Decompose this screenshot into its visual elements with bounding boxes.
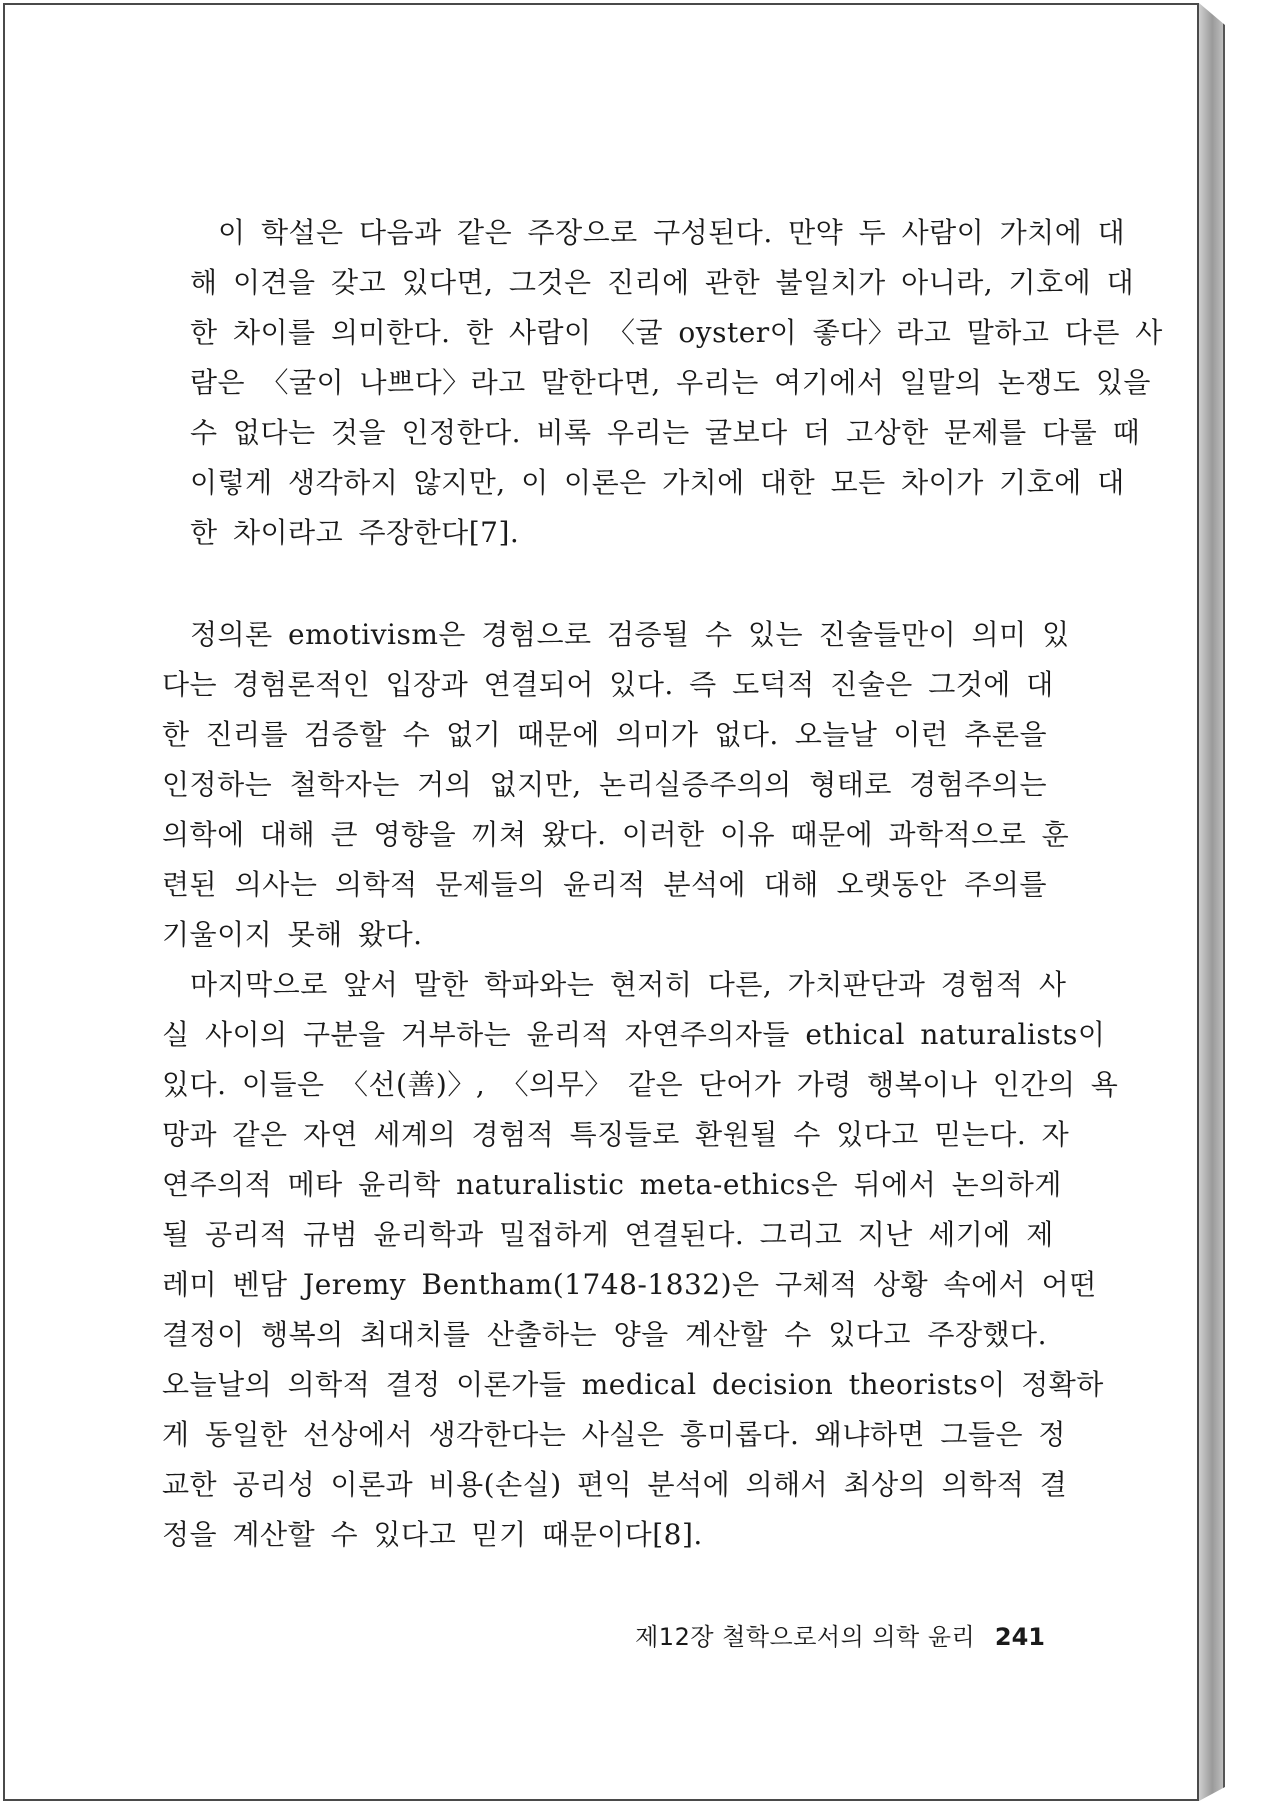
paragraph-line: 연주의적 메타 윤리학 naturalistic meta-ethics은 뒤에서 논의하게: [162, 1168, 1062, 1201]
paragraph-emotivism: [162, 610, 1070, 960]
paragraph-line: 망과 같은 자연 세계의 경험적 특징들로 환원될 수 있다고 믿는다. 자: [162, 1118, 1070, 1151]
page-edge-shadow: [1199, 3, 1225, 1801]
paragraph-line: 한 진리를 검증할 수 없기 때문에 의미가 없다. 오늘날 이런 추론을: [162, 718, 1047, 751]
paragraph-line: 정을 계산할 수 있다고 믿기 때문이다[8].: [162, 1518, 703, 1551]
quote-line: 한 차이를 의미한다. 한 사람이 〈굴 oyster이 좋다〉라고 말하고 다른 사: [190, 316, 1163, 349]
paragraph-line: 결정이 행복의 최대치를 산출하는 양을 계산할 수 있다고 주장했다.: [162, 1318, 1047, 1351]
paragraph-line: 실 사이의 구분을 거부하는 윤리적 자연주의자들 ethical naturalists이: [162, 1018, 1106, 1051]
quote-line: 한 차이라고 주장한다[7].: [190, 516, 520, 549]
block-quote: [190, 208, 1163, 558]
paragraph-line: 인정하는 철학자는 거의 없지만, 논리실증주의의 형태로 경험주의는: [162, 768, 1047, 801]
paragraph-line: 정의론 emotivism은 경험으로 검증될 수 있는 진술들만이 의미 있: [190, 618, 1070, 651]
paragraph-line: 기울이지 못해 왔다.: [162, 918, 423, 951]
paragraph-line: 오늘날의 의학적 결정 이론가들 medical decision theorists이 정확하: [162, 1368, 1104, 1401]
paragraph-line: 있다. 이들은 〈선(善)〉, 〈의무〉 같은 단어가 가령 행복이나 인간의 욕: [162, 1068, 1119, 1101]
paragraph-line: 의학에 대해 큰 영향을 끼쳐 왔다. 이러한 이유 때문에 과학적으로 훈: [162, 818, 1070, 851]
quote-line: 수 없다는 것을 인정한다. 비록 우리는 굴보다 더 고상한 문제를 다룰 때: [190, 416, 1141, 449]
page-number: 241: [994, 1623, 1045, 1651]
paragraph-line: 련된 의사는 의학적 문제들의 윤리적 분석에 대해 오랫동안 주의를: [162, 868, 1047, 901]
paragraph-line: 게 동일한 선상에서 생각한다는 사실은 흥미롭다. 왜냐하면 그들은 정: [162, 1418, 1066, 1451]
chapter-title: 제12장 철학으로서의 의학 윤리: [635, 1623, 976, 1651]
paragraph-naturalism: [162, 960, 1119, 1560]
quote-line: 람은 〈굴이 나쁘다〉라고 말한다면, 우리는 여기에서 일말의 논쟁도 있을: [190, 366, 1151, 399]
body-text: [162, 610, 1119, 1560]
quote-line: 해 이견을 갖고 있다면, 그것은 진리에 관한 불일치가 아니라, 기호에 대: [190, 266, 1135, 299]
paragraph-line: 레미 벤담 Jeremy Bentham(1748-1832)은 구체적 상황 속에서 어떤: [162, 1268, 1097, 1301]
paragraph-line: 다는 경험론적인 입장과 연결되어 있다. 즉 도덕적 진술은 그것에 대: [162, 668, 1054, 701]
quote-line: 이 학설은 다음과 같은 주장으로 구성된다. 만약 두 사람이 가치에 대: [218, 216, 1126, 249]
paragraph-line: 교한 공리성 이론과 비용(손실) 편익 분석에 의해서 최상의 의학적 결: [162, 1468, 1068, 1501]
paragraph-line: 될 공리적 규범 윤리학과 밀접하게 연결된다. 그리고 지난 세기에 제: [162, 1218, 1054, 1251]
page-footer: [635, 1617, 1045, 1652]
paragraph-line: 마지막으로 앞서 말한 학파와는 현저히 다른, 가치판단과 경험적 사: [190, 968, 1067, 1001]
quote-line: 이렇게 생각하지 않지만, 이 이론은 가치에 대한 모든 차이가 기호에 대: [190, 466, 1125, 499]
